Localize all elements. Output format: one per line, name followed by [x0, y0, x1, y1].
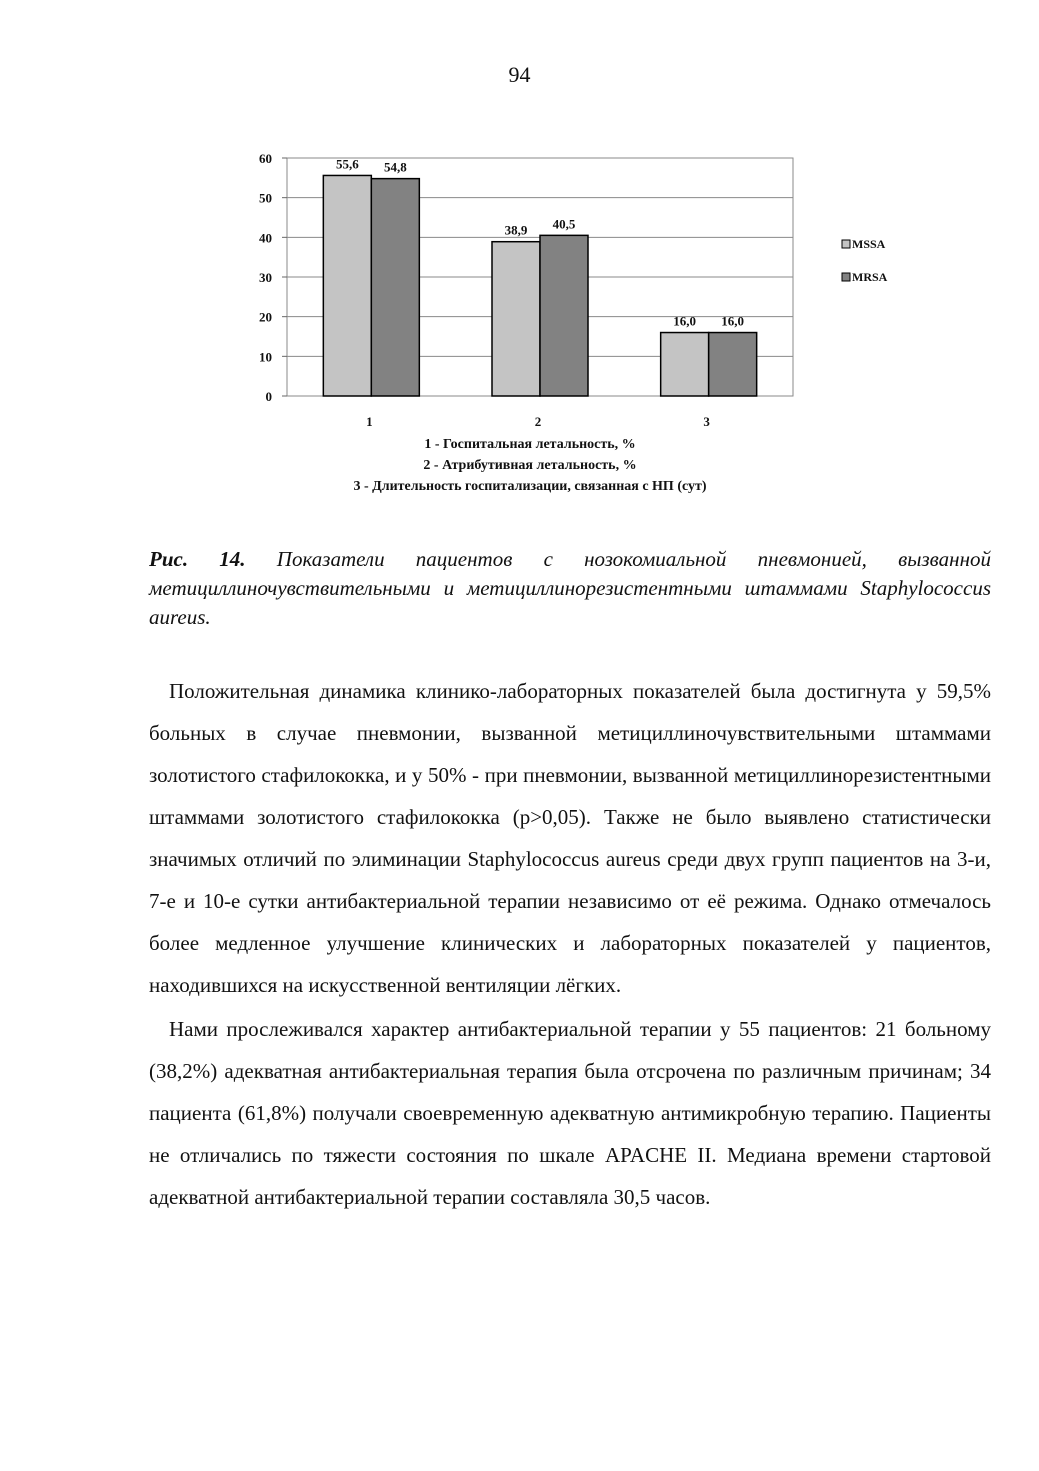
- figure-caption: [149, 545, 991, 632]
- paragraph: Положительная динамика клинико-лабораторных показателей была достигнута у 59,5% больных в случае пневмонии, вызванной метициллиночувствительными штаммами золотистого стафилококка, и у 50% - при пневмонии, вызванной метициллинорезистентными штаммами золотистого стафилококка (p>0,05). Также не было выявлено статистически значимых отличий по элиминации Staphylococcus aureus среди двух групп пациентов на 3-и, 7-е и 10-е сутки антибактериальной терапии независимо от её режима. Однако отмечалось более медленное улучшение клинических и лабораторных показателей у пациентов, находившихся на искусственной вентиляции лёгких.: [149, 679, 991, 997]
- bar-mrsa: [709, 333, 757, 396]
- figure-caption-text: Показатели пациентов с нозокомиальной пневмонией, вызванной метициллиночувствительными и метициллинорезистентными штаммами Staphylococcus aureus.: [149, 547, 991, 629]
- data-label: 16,0: [673, 313, 697, 329]
- legend-swatch-mssa: [842, 240, 850, 248]
- y-tick-label: 40: [259, 230, 272, 246]
- bar-mrsa: [540, 235, 588, 396]
- figure-label: Рис. 14.: [149, 547, 246, 571]
- data-label: 16,0: [721, 313, 745, 329]
- y-tick-label: 50: [259, 190, 272, 206]
- y-tick-label: 20: [259, 309, 272, 325]
- category-note: 1 - Госпитальная летальность, %: [424, 437, 636, 452]
- y-tick-label: 10: [259, 349, 272, 365]
- bar-mssa: [661, 333, 709, 396]
- bar-mrsa: [371, 179, 419, 396]
- legend-swatch-mrsa: [842, 273, 850, 281]
- body-text: [149, 670, 991, 1220]
- x-tick-label: 1: [366, 414, 373, 429]
- y-tick-label: 30: [259, 270, 272, 285]
- data-label: 38,9: [504, 222, 528, 238]
- paragraph: Нами прослеживался характер антибактериальной терапии у 55 пациентов: 21 больному (38,2%) адекватная антибактериальная терапия была отсрочена по различным причинам; 34 пациента (61,8%) получали своевременную адекватную антимикробную терапию. Пациенты не отличались по тяжести состояния по шкале APACHE II. Медиана времени стартовой адекватной антибактериальной терапии составляла 30,5 часов.: [149, 1017, 991, 1209]
- legend-label: MSSA: [852, 237, 886, 251]
- data-label: 40,5: [552, 216, 576, 232]
- bar-mssa: [323, 175, 371, 396]
- bar-chart: [240, 140, 940, 500]
- y-tick-label: 0: [265, 389, 272, 404]
- x-tick-label: 2: [534, 414, 542, 429]
- x-tick-label: 3: [703, 414, 710, 429]
- category-note: 2 - Атрибутивная летальность, %: [423, 458, 637, 473]
- data-label: 55,6: [335, 156, 359, 172]
- y-tick-label: 60: [259, 151, 272, 166]
- legend-label: MRSA: [852, 270, 888, 284]
- page-number: 94: [508, 62, 531, 87]
- category-note: 3 - Длительность госпитализации, связанная с НП (сут): [353, 479, 707, 494]
- bar-mssa: [492, 242, 540, 396]
- data-label: 54,8: [383, 159, 407, 175]
